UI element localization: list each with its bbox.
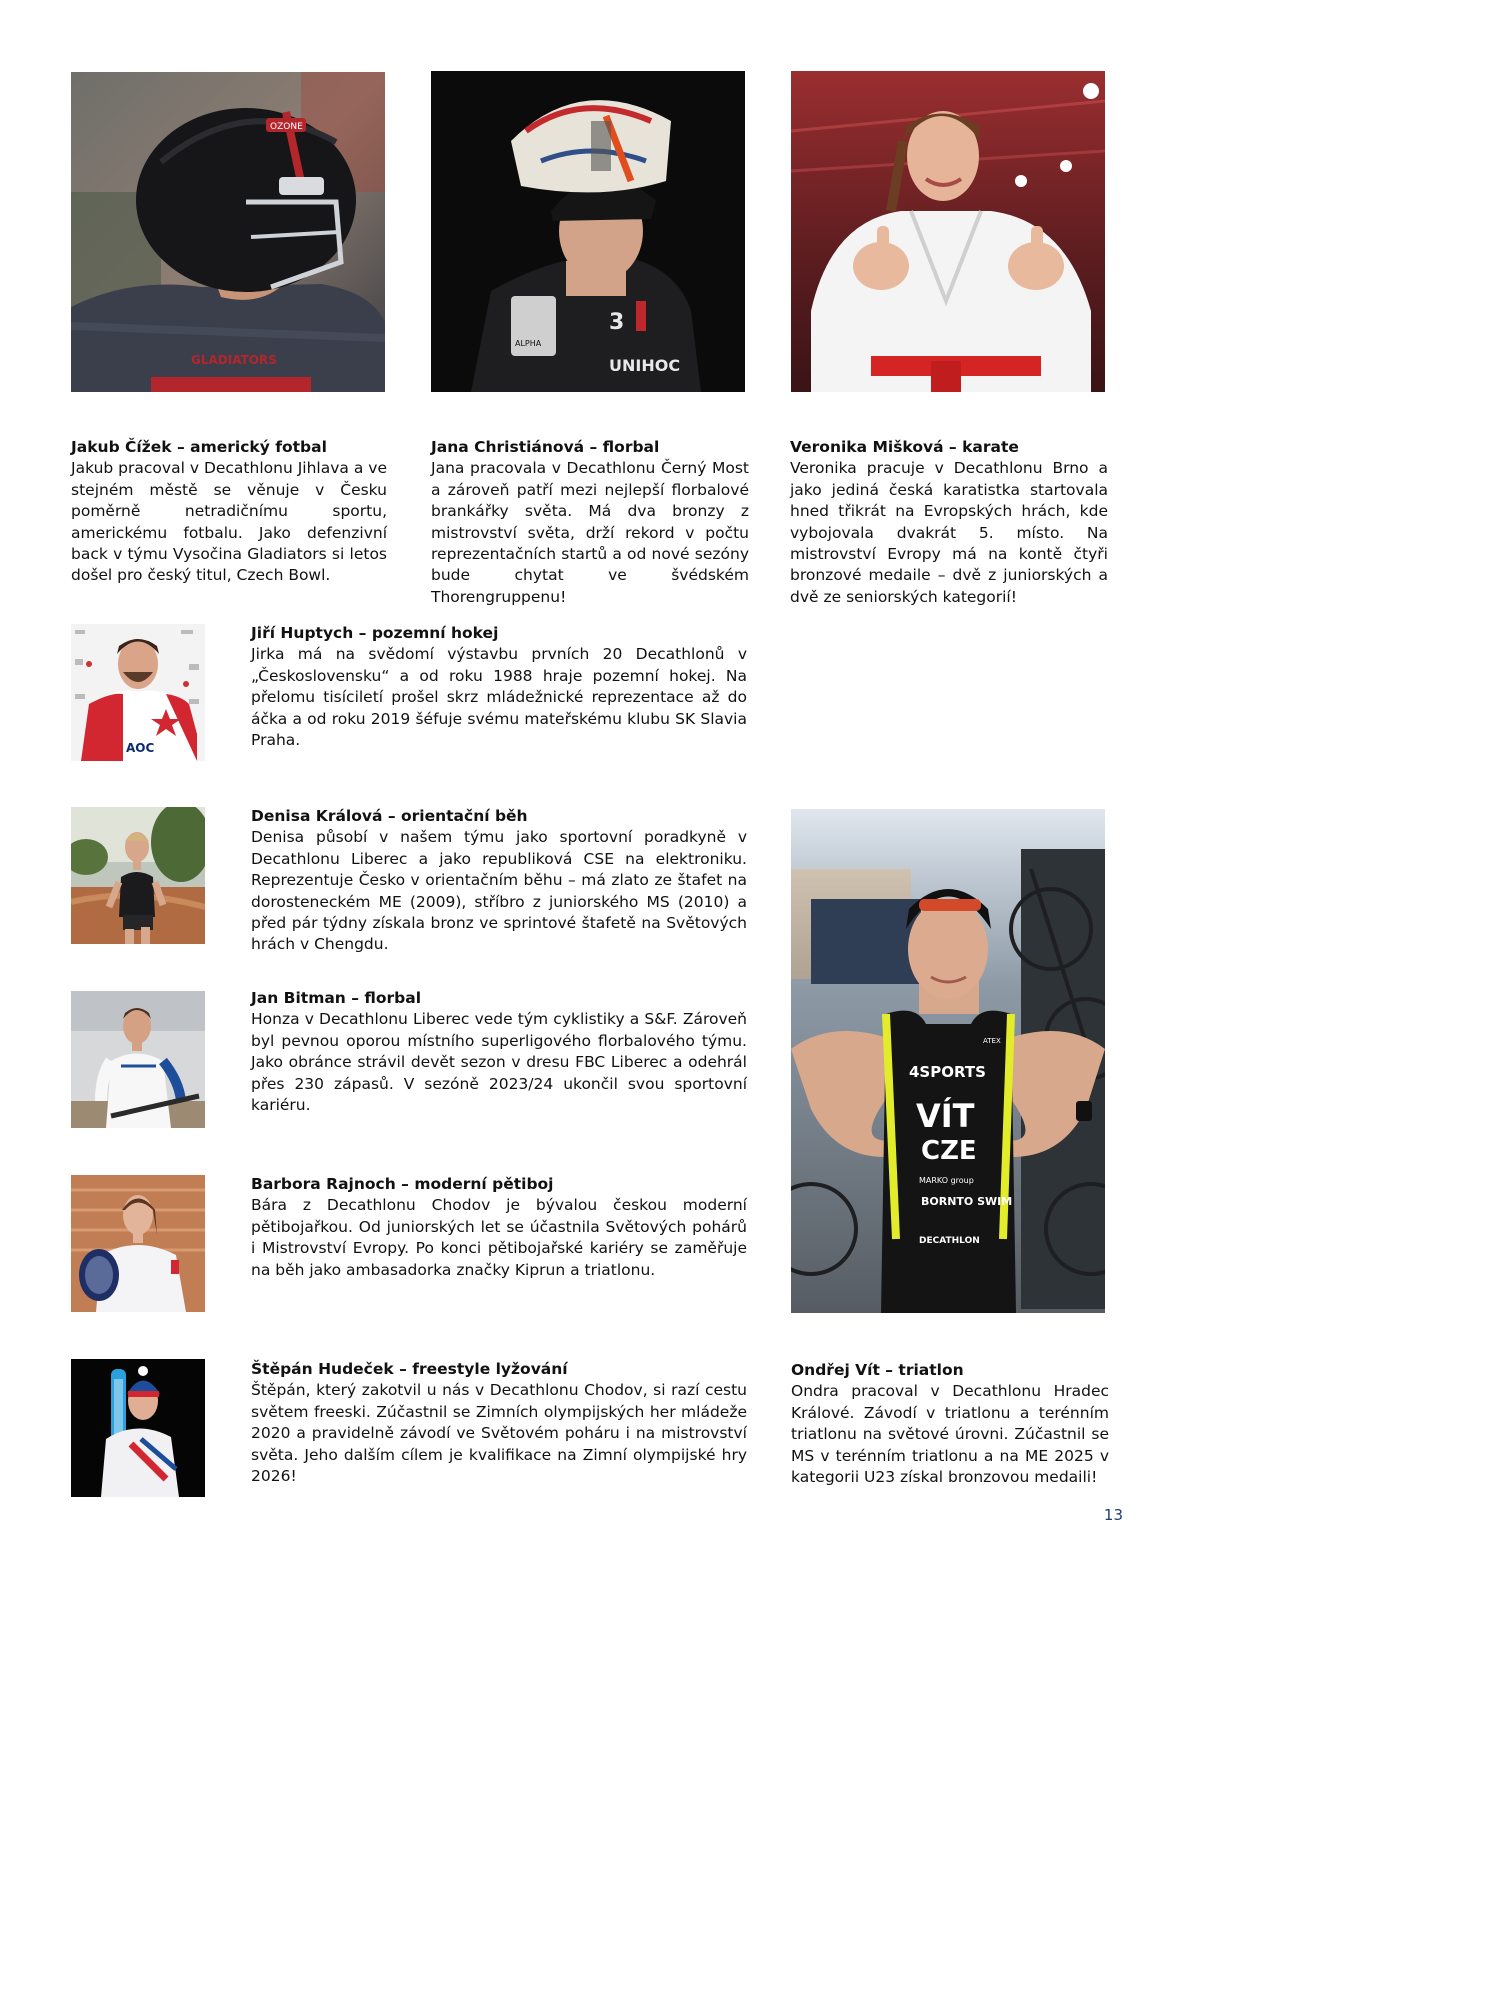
jersey-brand: UNIHOC — [609, 356, 681, 375]
jersey-patch: ALPHA — [515, 339, 542, 348]
athlete-name: Veronika Mišková – karate — [790, 438, 1019, 456]
athlete-description: Štěpán, který zakotvil u nás v Decathlonu Chodov, si razí cestu světem freeski. Zúčastnil se Zimních olympijských her mládeže 2020 a pravidelně závodí ve Světovém poháru i na mistrovství světa. Jeho dalším cílem je kvalifikace na Zimní olympijské hry 2026! — [251, 1381, 747, 1486]
photo-stepan-hudecek — [71, 1359, 205, 1497]
athlete-block-veronika-miskova — [790, 437, 1108, 608]
athlete-name: Barbora Rajnoch – moderní pětiboj — [251, 1175, 554, 1193]
athlete-description: Honza v Decathlonu Liberec vede tým cyklistiky a S&F. Zároveň byl pevnou oporou místního superligového florbalového týmu. Jako obránce strávil devět sezon v dresu FBC Liberec a odehrál přes 230 zápasů. V sezóně 2023/24 ukončil svou sportovní kariéru. — [251, 1010, 747, 1115]
athlete-block-stepan-hudecek — [251, 1359, 747, 1487]
photo-barbora-rajnoch — [71, 1175, 205, 1312]
team-text: 4SPORTS — [909, 1063, 986, 1081]
athlete-description: Bára z Decathlonu Chodov je bývalou českou moderní pětibojařkou. Od juniorských let se účastnila Světových pohárů i Mistrovství Evropy. Po konci pětibojařské kariéry se zaměřuje na běh jako ambasadorka značky Kiprun a triatlonu. — [251, 1196, 747, 1279]
photo-denisa-kralova — [71, 807, 205, 944]
athlete-description: Jana pracovala v Decathlonu Černý Most a zároveň patří mezi nejlepší florbalové brankářky světa. Má dva bronzy z mistrovství světa, drží rekord v počtu reprezentačních startů a od nové sezóny bude chytat ve švédském Thorengruppenu! — [431, 459, 749, 606]
athlete-description: Veronika pracuje v Decathlonu Brno a jako jediná česká karatistka startovala hned třikrát na Evropských hrách, kde vybojovala dvakrát 5. místo. Na mistrovství Evropy má na kontě čtyři bronzové medaile – dvě z juniorských a dvě ze seniorských kategorií! — [790, 459, 1108, 606]
athlete-block-jan-bitman — [251, 988, 747, 1116]
photo-jana-christianova — [431, 71, 745, 392]
athlete-block-denisa-kralova — [251, 806, 747, 956]
athlete-name: Jana Christiánová – florbal — [431, 438, 660, 456]
photo-jiri-huptych — [71, 624, 205, 761]
photo-jakub-cizek — [71, 72, 385, 392]
athlete-block-ondrej-vit — [791, 1360, 1109, 1488]
suit-name: VÍT — [916, 1097, 975, 1135]
helmet-text: OZONE — [270, 122, 303, 132]
athlete-name: Denisa Králová – orientační běh — [251, 807, 528, 825]
athlete-block-jana-christianova — [431, 437, 749, 608]
athlete-description: Jirka má na svědomí výstavbu prvních 20 Decathlonů v „Československu“ a od roku 1988 hraje pozemní hokej. Na přelomu tisíciletí prošel skrz mládežnické reprezentace až do áčka a od roku 2019 šéfuje svému mateřskému klubu SK Slavia Praha. — [251, 645, 747, 750]
athlete-block-jiri-huptych — [251, 623, 747, 751]
athlete-block-barbora-rajnoch — [251, 1174, 747, 1281]
athlete-name: Štěpán Hudeček – freestyle lyžování — [251, 1360, 568, 1378]
athlete-description: Jakub pracoval v Decathlonu Jihlava a ve stejném městě se věnuje v Česku poměrně netradičnímu sportu, americkému fotbalu. Jako defenzivní back v týmu Vysočina Gladiators si letos došel pro český titul, Czech Bowl. — [71, 459, 387, 585]
photo-ondrej-vit — [791, 809, 1105, 1313]
page-number: 13 — [1103, 1506, 1123, 1524]
athlete-name: Jiří Huptych – pozemní hokej — [251, 624, 499, 642]
jersey-text: GLADIATORS — [191, 353, 277, 367]
athlete-block-jakub-cizek — [71, 437, 387, 587]
photo-jan-bitman — [71, 991, 205, 1128]
athlete-name: Jakub Čížek – americký fotbal — [71, 438, 327, 456]
suit-sponsor-3: DECATHLON — [919, 1236, 980, 1246]
shirt-text: AOC — [126, 741, 155, 755]
athlete-description: Ondra pracoval v Decathlonu Hradec Králové. Závodí v triatlonu a terénním triatlonu na světové úrovni. Zúčastnil se MS v terénním triatlonu a na ME 2025 v kategorii U23 získal bronzovou medaili! — [791, 1382, 1109, 1487]
athlete-name: Ondřej Vít – triatlon — [791, 1361, 964, 1379]
photo-veronika-miskova — [791, 71, 1105, 392]
suit-sponsor-2: BORNTO SWIM — [921, 1195, 1013, 1208]
athlete-name: Jan Bitman – florbal — [251, 989, 422, 1007]
strap-text: ATEX — [983, 1037, 1001, 1045]
athlete-description: Denisa působí v našem týmu jako sportovní poradkyně v Decathlonu Liberec a jako republiková CSE na elektroniku. Reprezentuje Česko v orientačním běhu – má zlato ze štafet na dorosteneckém ME (2009), stříbro z juniorského MS (2010) a před pár týdny získala bronz ve sprintové štafetě na Světových hrách v Chengdu. — [251, 828, 747, 954]
suit-sponsor-1: MARKO group — [919, 1176, 974, 1185]
suit-country: CZE — [921, 1136, 977, 1166]
jersey-number: 3 — [609, 310, 625, 335]
